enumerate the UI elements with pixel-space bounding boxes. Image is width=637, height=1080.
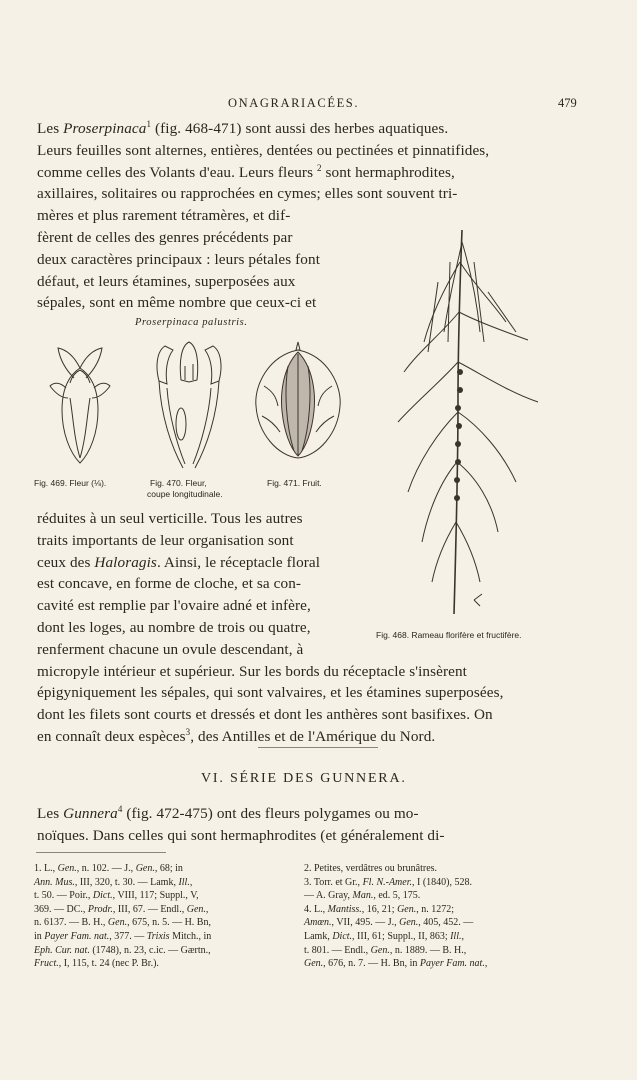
- footnote-line: [304, 876, 472, 890]
- text-span: 1. L.,: [34, 863, 58, 874]
- text-line: [37, 661, 467, 683]
- figure-group-title: Proserpinaca palustris.: [135, 317, 248, 328]
- text-span: ,: [484, 958, 488, 970]
- italic-text: Ann. Mus.: [34, 876, 75, 888]
- italic-text: Gen.: [57, 863, 77, 874]
- text-line: [37, 595, 311, 617]
- text-span: , III, 67. — Endl.,: [112, 903, 187, 915]
- text-span: épigyniquement les sépales, qui sont valvaires, et les étamines superposées,: [37, 684, 504, 702]
- italic-text: Gen.: [135, 863, 155, 874]
- text-span: Les: [37, 805, 64, 822]
- caption-fig-469: Fig. 469. Fleur (⅛).: [34, 478, 107, 488]
- text-line: [37, 249, 320, 271]
- italic-text: Gen.: [186, 903, 206, 915]
- text-line: [37, 704, 493, 726]
- italic-text: Gen.: [397, 903, 417, 915]
- italic-text: Ill.: [178, 876, 190, 888]
- footnote-separator: [36, 852, 166, 853]
- text-span: , n. 1272;: [416, 903, 455, 915]
- text-line: [37, 552, 320, 574]
- italic-text: Gen.: [370, 944, 390, 956]
- text-span: , VIII, 117; Suppl., V,: [112, 890, 199, 902]
- text-span: (1748), n. 23, c.ic. — Gærtn.,: [89, 944, 211, 956]
- text-span: Mitch., in: [169, 931, 212, 942]
- section-heading: VI. SÉRIE DES GUNNERA.: [201, 771, 407, 786]
- caption-fig-468: Fig. 468. Rameau florifère et fructifère.: [376, 630, 522, 640]
- text-span: traits importants de leur organisation sont: [37, 531, 294, 549]
- text-span: , III, 320, t. 30. — Lamk,: [74, 876, 179, 888]
- text-span: , I, 115, t. 24 (nec P. Br.).: [58, 958, 159, 970]
- footnote-line: [304, 862, 437, 876]
- text-line: [37, 530, 294, 552]
- text-span: deux caractères principaux : leurs pétales font: [37, 250, 321, 268]
- footnote-line: [34, 916, 211, 930]
- text-line: [37, 682, 503, 704]
- footnote-line: [34, 889, 199, 903]
- footnote-reference: 4: [117, 803, 123, 814]
- footnote-line: [34, 930, 211, 944]
- text-span: t. 801. — Endl.,: [304, 944, 371, 956]
- text-line: [37, 271, 296, 293]
- text-span: — A. Gray,: [304, 890, 353, 902]
- text-span: ceux des: [37, 553, 95, 571]
- italic-text: Haloragis: [94, 553, 157, 571]
- text-span: , 377. —: [109, 931, 147, 942]
- section-separator: [258, 747, 378, 748]
- text-line: [37, 508, 303, 530]
- footnote-line: [34, 876, 192, 890]
- text-line: [37, 140, 489, 162]
- footnote-line: [304, 944, 466, 958]
- text-span: , n. 102. — J.,: [76, 863, 136, 874]
- text-span: 369. — DC.,: [34, 903, 88, 915]
- text-span: 4. L.,: [304, 903, 328, 915]
- text-span: n. 6137. — B. H.,: [34, 917, 108, 929]
- italic-text: Dict.: [332, 931, 353, 942]
- text-span: 3. Torr. et Gr.,: [304, 876, 363, 888]
- text-line: [37, 183, 457, 205]
- italic-text: Fruct.: [34, 958, 59, 970]
- text-span: . Ainsi, le réceptacle floral: [156, 553, 321, 571]
- figure-468-branch-illustration: [388, 222, 548, 622]
- footnote-line: [34, 957, 159, 971]
- caption-fig-470-line2: coupe longitudinale.: [147, 489, 223, 499]
- italic-text: Eph. Cur. nat.: [34, 944, 90, 956]
- italic-text: Prodr.: [87, 903, 113, 915]
- text-span: , 675, n. 5. — H. Bn,: [127, 917, 211, 929]
- text-span: fèrent de celles des genres précédents par: [37, 229, 293, 246]
- text-span: est concave, en forme de cloche, et sa con-: [37, 575, 302, 593]
- italic-text: Fl. N.-Amer.: [362, 876, 413, 888]
- text-line: [37, 205, 290, 227]
- text-span: noïques. Dans celles qui sont hermaphrodites (et généralement di-: [37, 826, 445, 844]
- running-title: ONAGRARIACÉES.: [228, 96, 360, 110]
- italic-text: Gunnera: [63, 805, 118, 822]
- text-span: défaut, et leurs étamines, superposées aux: [37, 272, 296, 290]
- footnote-reference: 1: [146, 118, 152, 129]
- footnote-line: [304, 957, 487, 971]
- caption-fig-470-line1: Fig. 470. Fleur,: [150, 478, 207, 488]
- text-line: [37, 227, 293, 249]
- italic-text: Man.: [352, 890, 374, 902]
- footnote-line: [304, 903, 454, 917]
- text-span: sépales, sont en même nombre que ceux-ci et: [37, 294, 317, 312]
- text-span: , 68; in: [154, 863, 183, 874]
- italic-text: Trixis: [146, 931, 170, 942]
- figure-469-flower-illustration: [40, 338, 120, 468]
- text-span: , ed. 5, 175.: [373, 890, 421, 902]
- text-span: (fig. 468-471) sont aussi des herbes aquatiques.: [151, 120, 449, 137]
- text-span: , III, 61; Suppl., II, 863;: [352, 931, 451, 942]
- italic-text: Ill.: [450, 931, 462, 942]
- footnote-line: [34, 944, 211, 958]
- text-line: [37, 573, 301, 595]
- italic-text: Payer Fam. nat.: [44, 931, 110, 942]
- text-span: micropyle intérieur et supérieur. Sur les bords du réceptacle s'insèrent: [37, 662, 467, 680]
- footnote-reference: 2: [316, 162, 322, 173]
- text-span: ,: [189, 876, 193, 888]
- figure-470-section-illustration: [145, 336, 235, 476]
- text-span: , 676, n. 7. — H. Bn, in: [323, 958, 420, 970]
- text-span: 2. Petites, verdâtres ou brunâtres.: [304, 863, 438, 874]
- text-span: axillaires, solitaires ou rapprochées en cymes; elles sont souvent tri-: [37, 185, 458, 203]
- text-span: mères et plus rarement tétramères, et dif-: [37, 207, 291, 225]
- footnote-line: [304, 916, 473, 930]
- text-line: [37, 825, 445, 847]
- text-span: ,: [461, 931, 464, 942]
- text-span: en connaît deux espèces: [37, 728, 186, 745]
- italic-text: Gen.: [304, 958, 324, 970]
- text-span: , I (1840), 528.: [412, 876, 473, 888]
- text-line: [37, 803, 419, 825]
- italic-text: Amœn.: [304, 917, 332, 929]
- italic-text: Proserpinaca: [63, 120, 147, 137]
- text-span: , VII, 495. — J.,: [331, 917, 400, 929]
- text-span: , 16, 21;: [361, 903, 398, 915]
- text-span: (fig. 472-475) ont des fleurs polygames ou mo-: [122, 805, 419, 822]
- footnote-line: [304, 889, 420, 903]
- italic-text: Mantiss.: [327, 903, 362, 915]
- text-span: Les: [37, 120, 64, 137]
- text-line: [37, 726, 435, 748]
- text-span: cavité est remplie par l'ovaire adné et infère,: [37, 597, 311, 615]
- text-span: réduites à un seul verticille. Tous les autres: [37, 510, 303, 527]
- text-span: comme celles des Volants d'eau. Leurs fleurs: [37, 163, 317, 181]
- text-span: in: [34, 931, 45, 942]
- text-line: [37, 162, 455, 184]
- text-span: , n. 1889. — B. H.,: [389, 944, 467, 956]
- text-span: t. 50. — Poir.,: [34, 890, 93, 902]
- footnote-line: [34, 862, 183, 876]
- text-span: , des Antilles et de l'Amérique du Nord.: [190, 728, 436, 745]
- italic-text: Dict.: [92, 890, 113, 902]
- figure-471-fruit-illustration: [248, 336, 348, 466]
- footnote-reference: 3: [185, 726, 191, 737]
- footnote-line: [304, 930, 464, 944]
- text-span: ,: [205, 903, 209, 915]
- text-span: renferment chacune un ovule descendant, à: [37, 640, 304, 658]
- text-span: Lamk,: [304, 931, 333, 942]
- text-span: dont les loges, au nombre de trois ou quatre,: [37, 619, 311, 636]
- text-line: [37, 617, 311, 639]
- italic-text: Payer Fam. nat.: [419, 958, 485, 970]
- footnote-line: [34, 903, 208, 917]
- text-span: , 405, 452. —: [418, 917, 474, 929]
- italic-text: Gen.: [399, 917, 419, 929]
- text-span: dont les filets sont courts et dressés et dont les anthères sont basifixes. On: [37, 706, 493, 724]
- text-line: [37, 639, 303, 661]
- page-number: 479: [558, 96, 577, 110]
- text-line: [37, 118, 448, 140]
- caption-fig-471: Fig. 471. Fruit.: [267, 478, 322, 488]
- text-span: Leurs feuilles sont alternes, entières, dentées ou pectinées et pinnatifides,: [37, 141, 490, 159]
- text-span: sont hermaphrodites,: [321, 163, 455, 181]
- italic-text: Gen.: [107, 917, 128, 929]
- text-line: [37, 292, 316, 314]
